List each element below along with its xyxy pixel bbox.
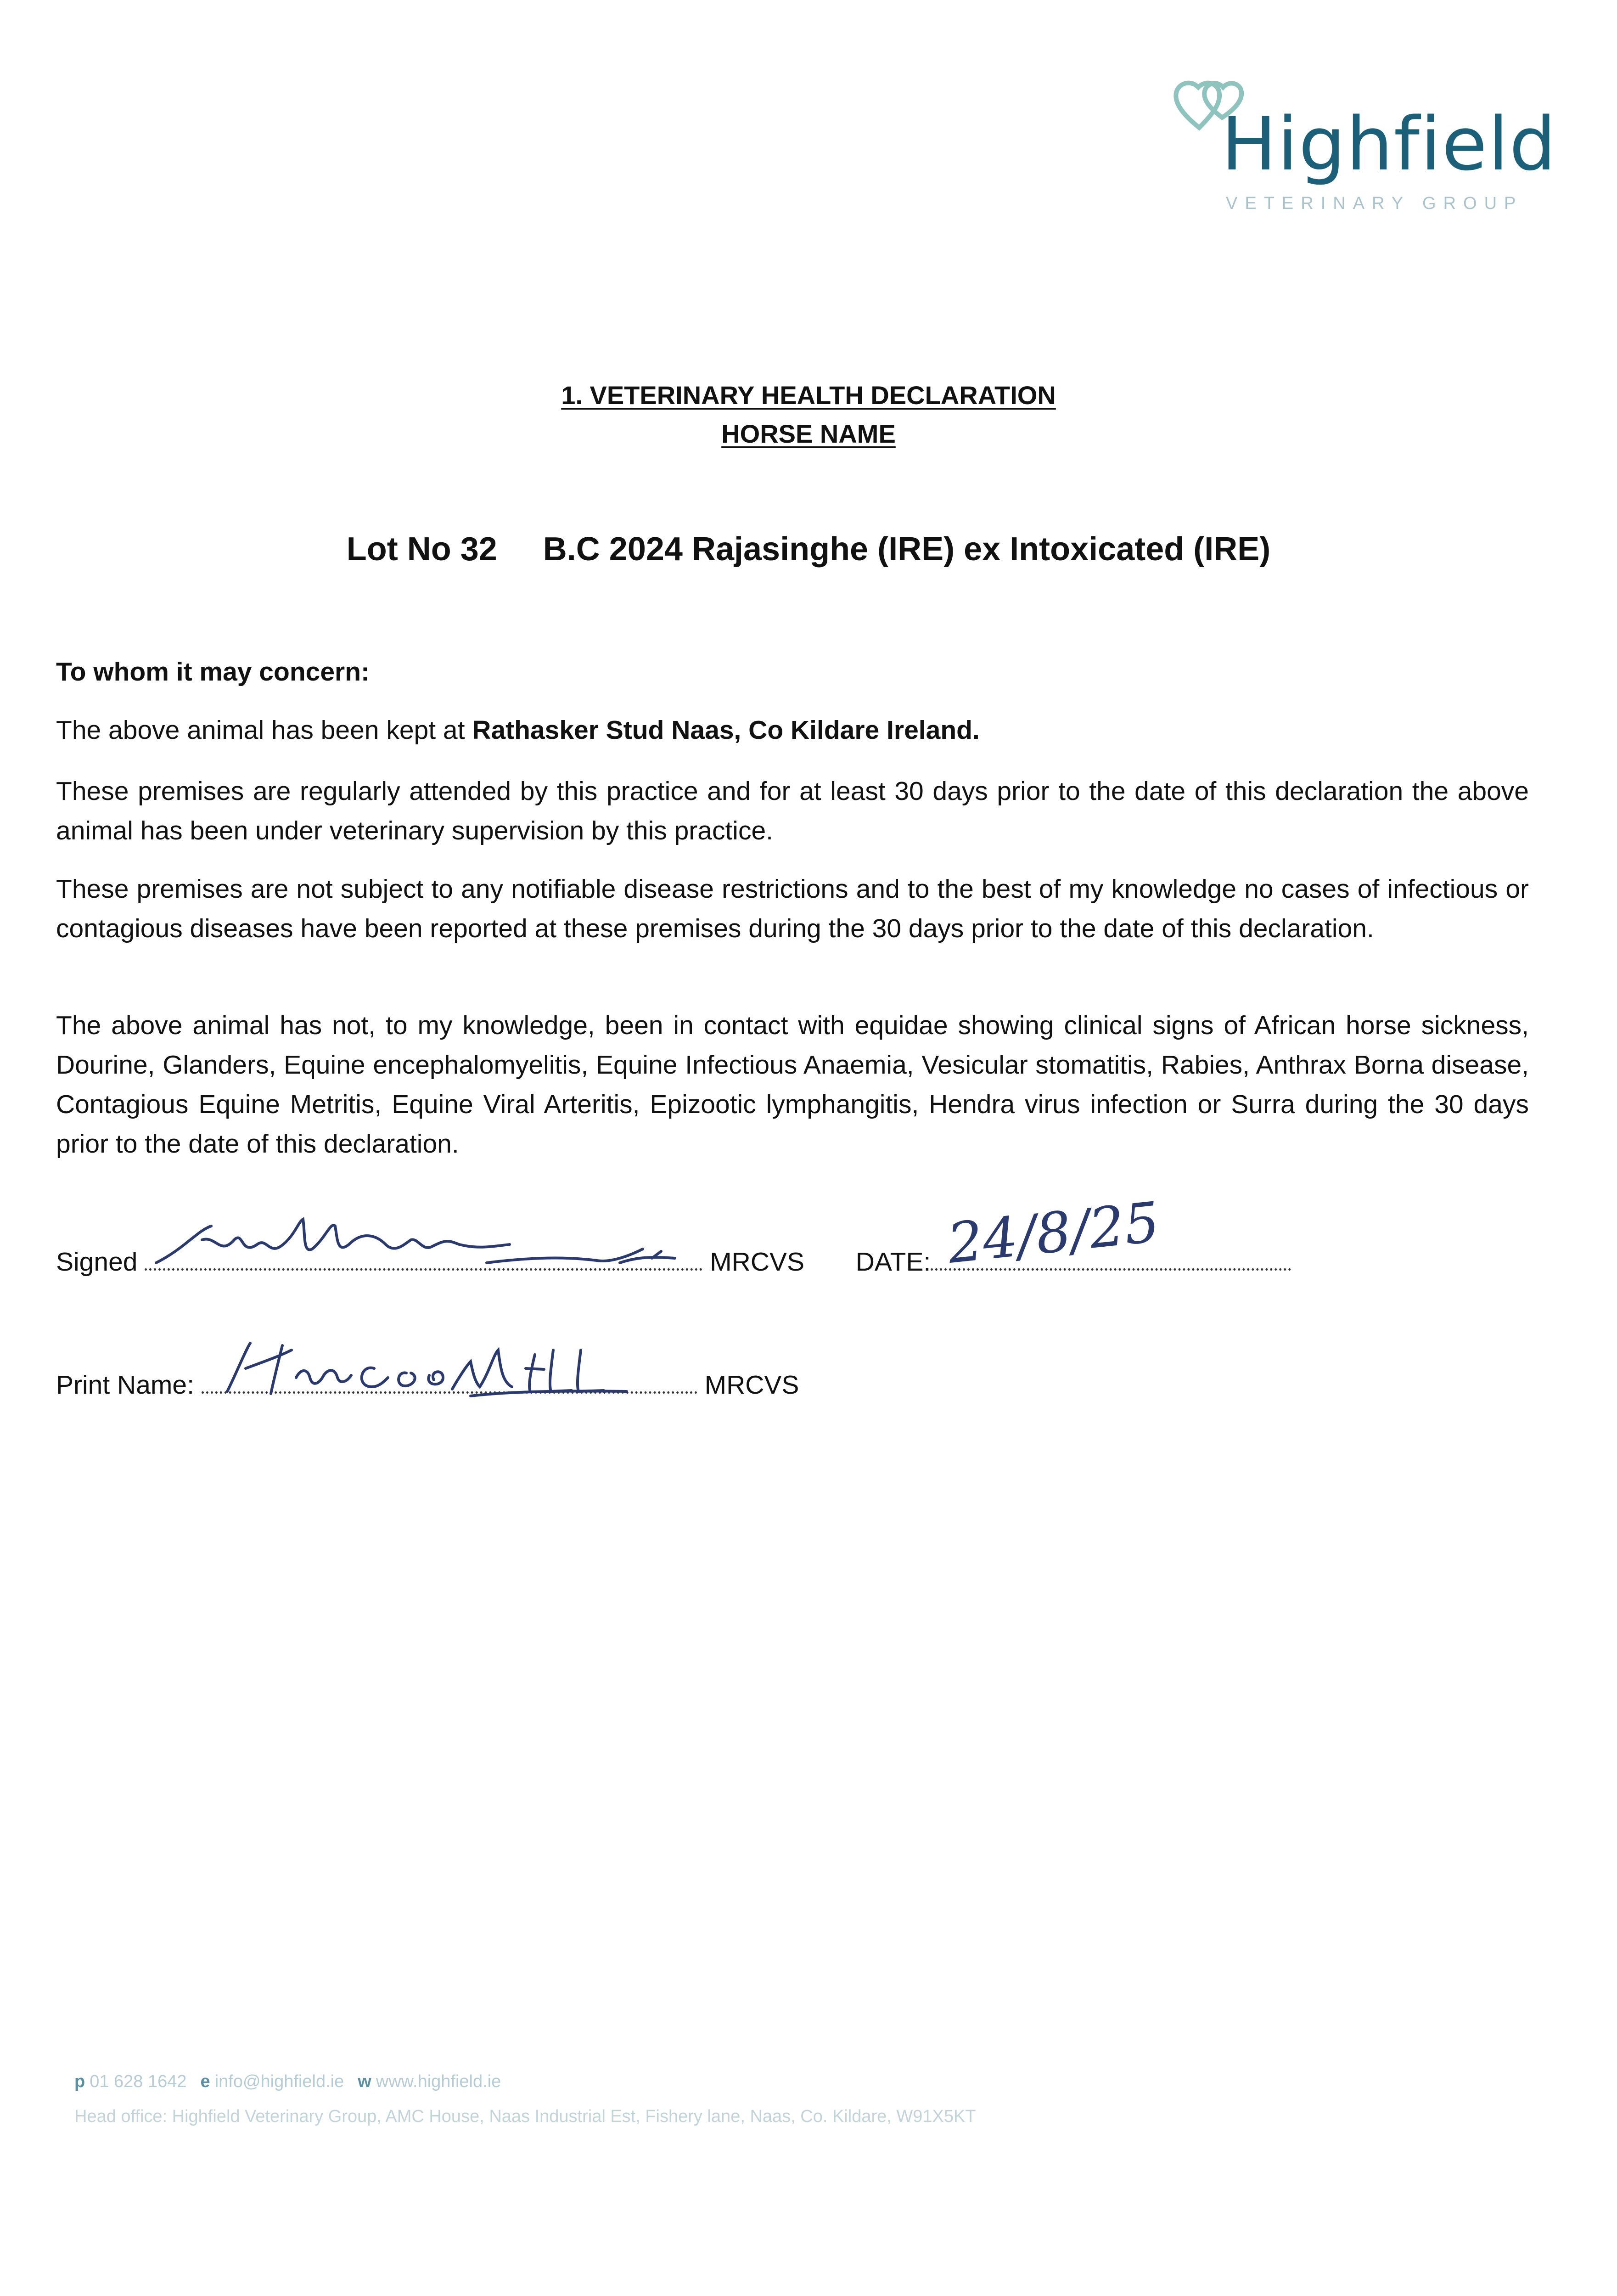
footer-email[interactable]: info@highfield.ie [214, 2072, 344, 2091]
horse-name-heading-text: HORSE NAME [721, 419, 896, 448]
kept-at-paragraph [56, 710, 1529, 750]
declaration-title-text: 1. VETERINARY HEALTH DECLARATION [561, 381, 1056, 410]
print-mrcvs-label: MRCVS [704, 1370, 799, 1400]
footer-address: Head office: Highfield Veterinary Group, AMC House, Naas Industrial Est, Fishery lane, Naas, Co. Kildare, W91X5KT [74, 2107, 976, 2126]
date-label: DATE: [855, 1247, 931, 1277]
handwritten-date: 24/8/25 [944, 1190, 1163, 1276]
horse-name-heading [0, 419, 1617, 449]
footer-web[interactable]: www.highfield.ie [376, 2072, 501, 2091]
salutation-text: To whom it may concern: [56, 657, 370, 687]
email-key: e [200, 2072, 210, 2091]
logo-subtitle: VETERINARY GROUP [1226, 194, 1523, 213]
logo-name: Highfield [1221, 101, 1557, 187]
signed-mrcvs-label: MRCVS [710, 1247, 805, 1277]
footer-contacts [74, 2072, 501, 2092]
highfield-logo [1162, 69, 1557, 225]
salutation [56, 652, 1529, 692]
kept-at-location: Rathasker Stud Naas, Co Kildare Ireland. [472, 715, 980, 745]
handwritten-signature [147, 1212, 698, 1277]
declaration-title [0, 380, 1617, 410]
kept-at-prefix: The above animal has been kept at [56, 715, 472, 745]
web-key: w [358, 2072, 371, 2091]
restrictions-paragraph: These premises are not subject to any notifiable disease restrictions and to the best of my knowledge no cases of infectious or contagious diseases have been reported at these premises during the 30 days prior to the date of this declaration. [56, 874, 1529, 943]
lot-number: Lot No 32 [346, 531, 497, 568]
handwritten-print-name [213, 1336, 654, 1401]
lot-line [0, 530, 1617, 568]
lot-description: B.C 2024 Rajasinghe (IRE) ex Intoxicated (IRE) [543, 531, 1271, 568]
print-name-label: Print Name: [56, 1370, 194, 1400]
signed-label: Signed [56, 1247, 138, 1277]
footer-phone: 01 628 1642 [90, 2072, 187, 2091]
contact-paragraph: The above animal has not, to my knowledge, been in contact with equidae showing clinical signs of African horse sickness, Dourine, Glanders, Equine encephalomyelitis, Equine Infectious Anaemia, Vesicular stomatitis, Rabies, Anthrax Borna disease, Contagious Equine Metritis, Equine Viral Arteritis, Epizootic lymphangitis, Hendra virus infection or Surra during the 30 days prior to the date of this declaration. [56, 1011, 1529, 1159]
supervision-paragraph: These premises are regularly attended by this practice and for at least 30 days prior to the date of this declaration the above animal has been under veterinary supervision by this practice. [56, 777, 1529, 845]
phone-key: p [74, 2072, 85, 2091]
